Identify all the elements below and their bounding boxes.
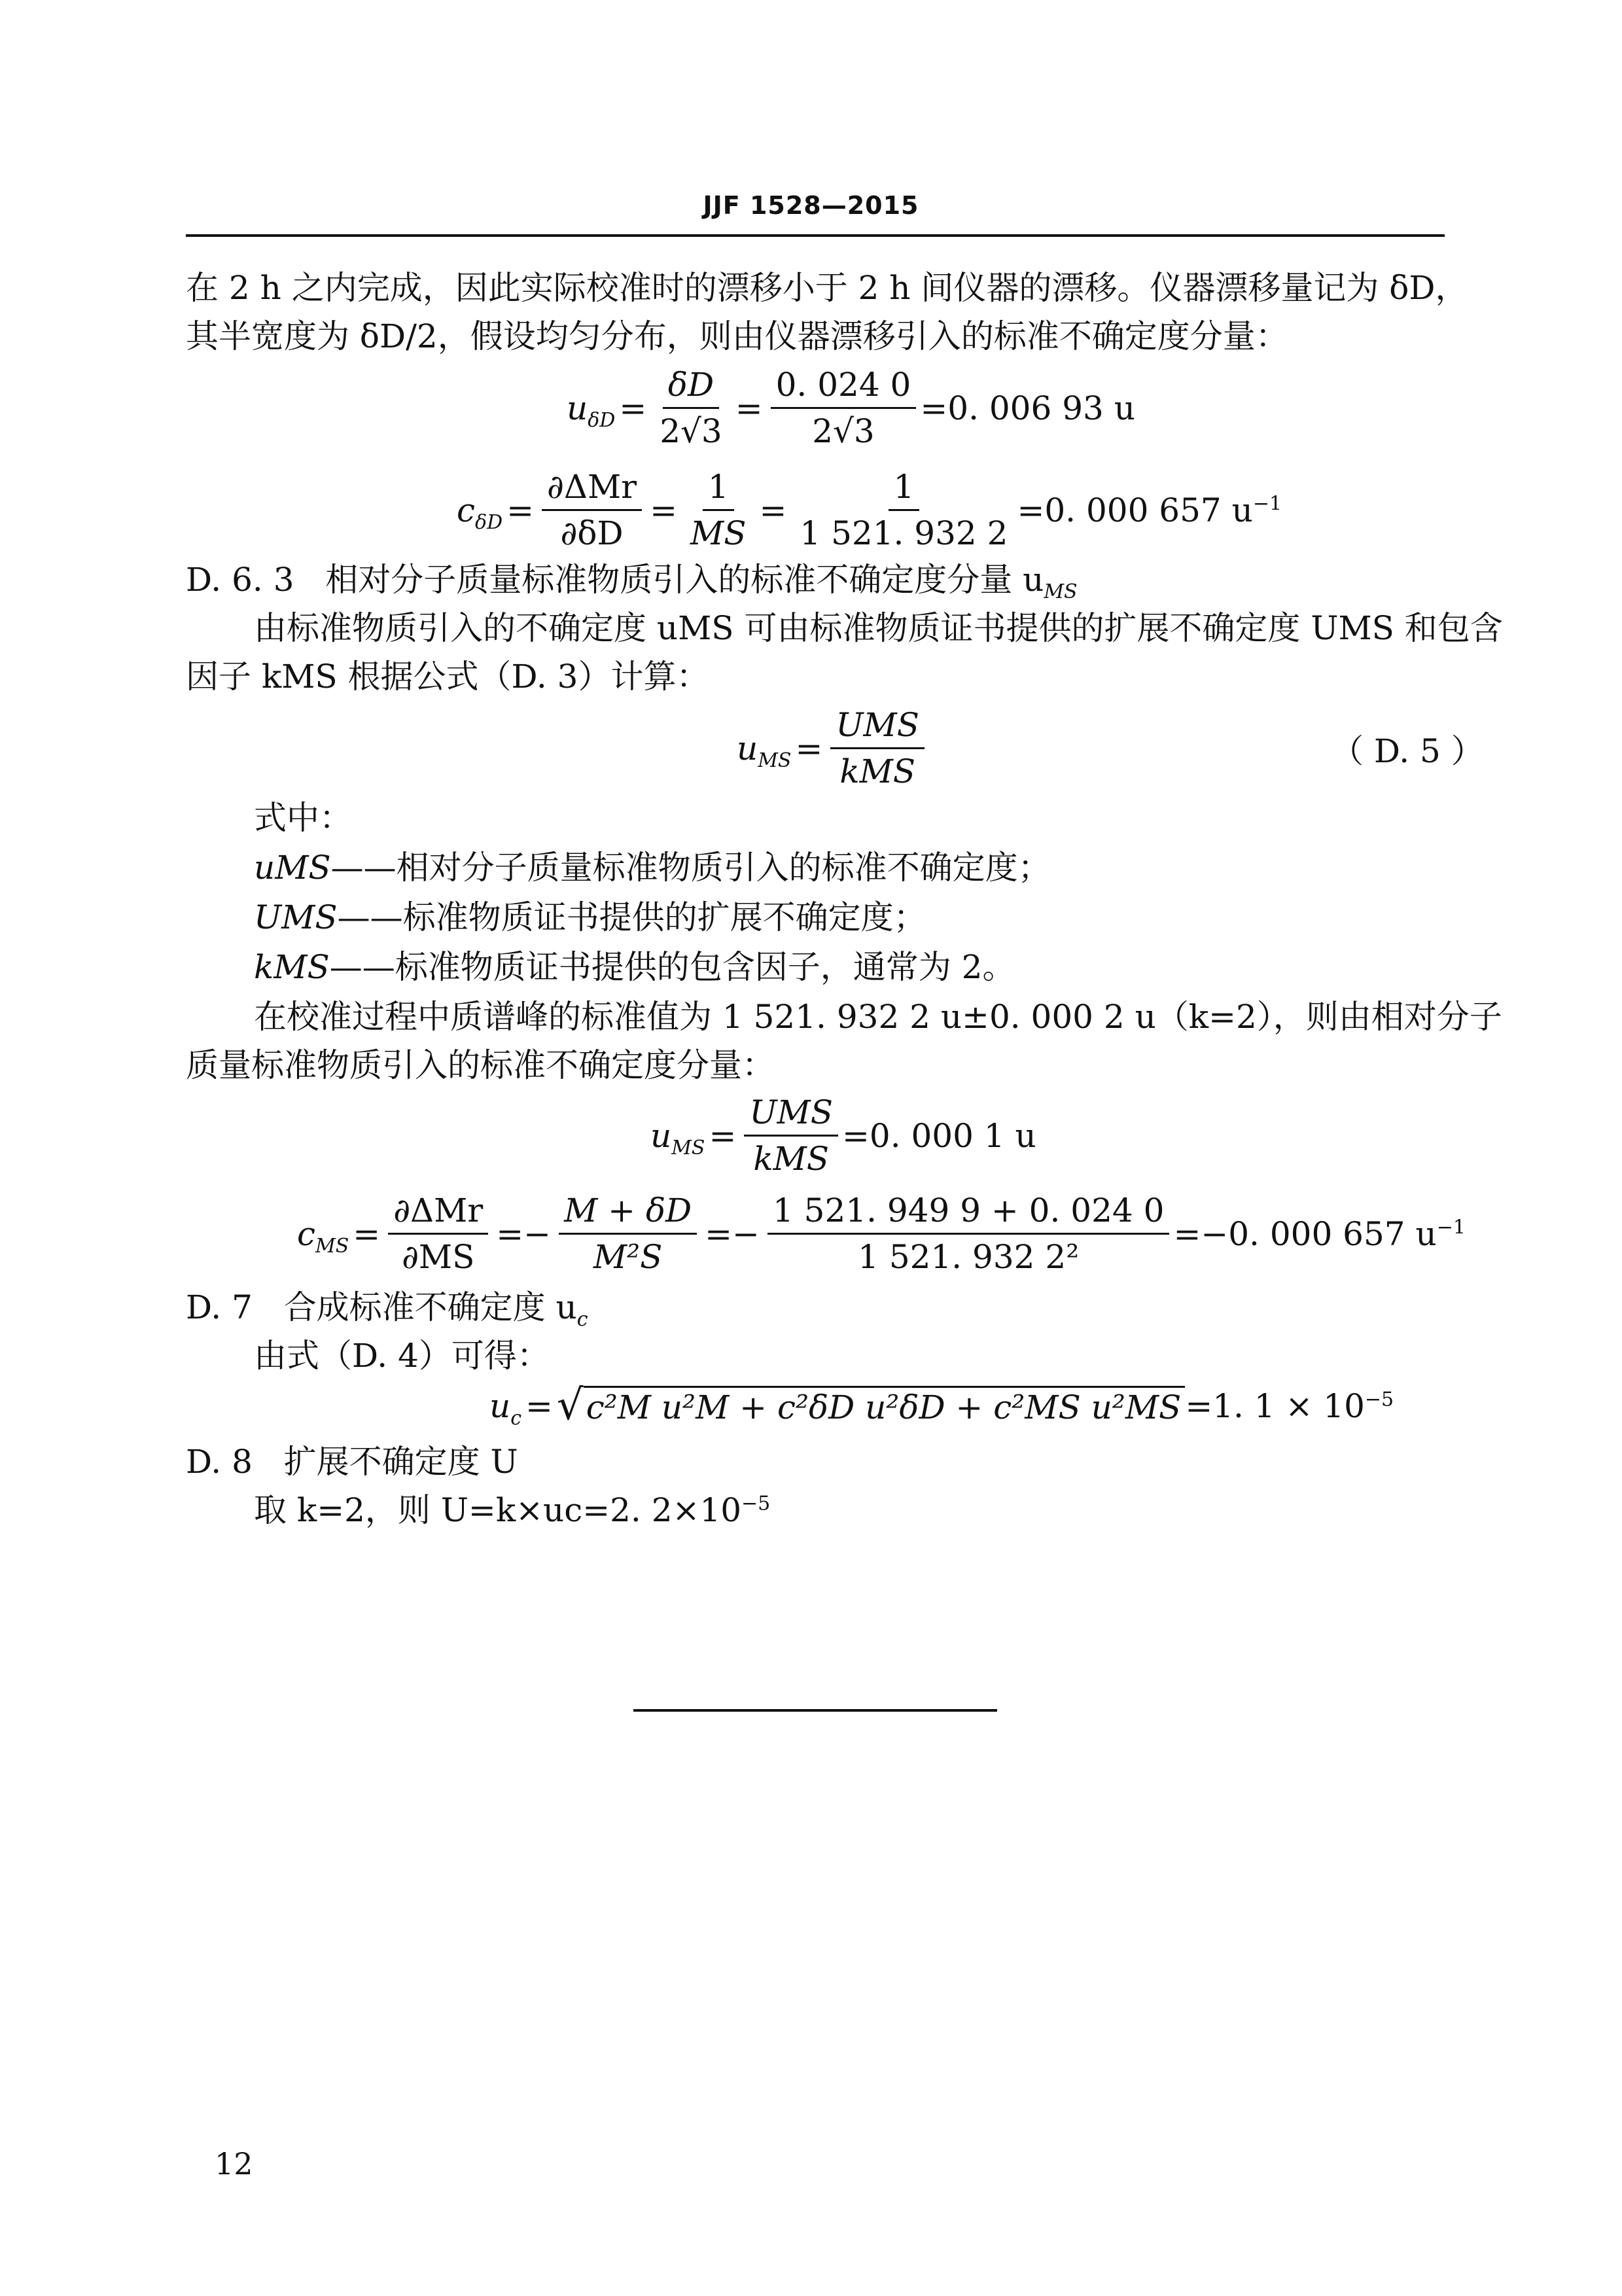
document-code: JJF 1528—2015 [703,191,919,220]
equation-c-ms: $c_{MS}$ = $\frac{\text{∂ΔMr}}{\partial MS}$ =− $\frac{M + \delta D}{\text{M²S}}$ =− $\frac{1 521. 949 9 + 0. 024 0}{\text{1 521. 932 2²}}$ =−0. 000 657 $u^{-1}$ [297,1192,1466,1276]
eq-lhs: $c_{MS}$ [297,1214,349,1258]
header-rule [186,234,1445,237]
fraction: $\frac{0. 024 0}{2√3}$ [771,365,917,451]
eq-result: =0. 000 657 $u^{-1}$ [1017,491,1282,529]
where-item: UMS——标准物质证书提供的扩展不确定度； [254,898,926,936]
fraction: $\frac{1}{MS}$ [690,468,747,552]
where-item: uMS——相对分子质量标准物质引入的标准不确定度； [254,849,1051,887]
fraction: $\frac{1}{1 521. 932 2}$ [800,468,1008,552]
paragraph-line: 由式（D. 4）可得： [254,1337,550,1375]
fraction: $\frac{M + \delta D}{\text{M²S}}$ [559,1191,697,1277]
eq-result: =0. 000 1 u [841,1116,1036,1155]
paragraph-line: 在 2 h 之内完成，因此实际校准时的漂移小于 2 h 间仪器的漂移。仪器漂移量记为 δD， [186,269,1468,307]
section-heading-d7: D. 7 合成标准不确定度 $u_c$ [186,1288,588,1331]
fraction: $\frac{\delta D}{2√3}$ [660,366,722,450]
eq-result: =1. $1 \times 10^{-5}$ [1185,1386,1394,1425]
square-root: √ c²M u²M + c²δD u²δD + c²MS u²MS [557,1386,1185,1426]
paragraph-line: 在校准过程中质谱峰的标准值为 1 521. 932 2 u±0. 000 2 u（k=2），则由相对分子 [254,998,1502,1036]
equation-u-ms: $u_{MS}$ = $\frac{\text{UMS}}{\text{kMS}}$ =0. 000 1 u [650,1093,1036,1178]
where-label: 式中： [254,799,352,837]
eq-lhs: $u_{MS}$ [650,1116,705,1159]
eq-lhs: $u_c$ [489,1386,522,1430]
fraction: $\frac{\text{∂ΔMr}}{\partial\delta D}$ [542,467,642,553]
paragraph-line: 其半宽度为 δD/2，假设均匀分布，则由仪器漂移引入的标准不确定度分量： [186,317,1288,355]
equation-u-delta: $u_{\delta D}$ = $\frac{\delta D}{2√3}$ = $\frac{0. 024 0}{2√3}$ =0. 006 93 u [567,366,1135,450]
eq-lhs: $u_{MS}$ [737,729,792,772]
fraction: $\frac{\text{UMS}}{\text{kMS}}$ [830,705,925,791]
where-item: kMS——标准物质证书提供的包含因子，通常为 2。 [254,948,1015,986]
paragraph-line: 由标准物质引入的不确定度 uMS 可由标准物质证书提供的扩展不确定度 UMS 和包含 [254,609,1503,647]
equation-number: （ D. 5 ） [1331,732,1484,770]
section-heading-d8: D. 8 扩展不确定度 U [186,1443,518,1481]
end-rule [633,1709,997,1712]
paragraph-line: 因子 kMS 根据公式（D. 3）计算： [186,658,709,696]
eq-lhs: $u_{\delta D}$ [567,389,616,432]
equation-d5: $u_{MS}$ = $\frac{\text{UMS}}{\text{kMS}}$ [737,705,928,791]
section-heading-d63: D. 6. 3 相对分子质量标准物质引入的标准不确定度分量 $u_{MS}$ [186,561,1078,603]
fraction: $\frac{\text{∂ΔMr}}{\partial MS}$ [388,1191,488,1277]
paragraph-line: 取 k=2，则 U=k×uc=2. $2\times 10^{-5}$ [254,1491,771,1529]
equation-uc: $u_c$ = √ c²M u²M + c²δD u²δD + c²MS u²MS =1. $1 \times 10^{-5}$ [489,1381,1394,1430]
eq-result: =−0. 000 657 $u^{-1}$ [1173,1214,1466,1253]
page-number: 12 [215,2146,253,2181]
equation-c-delta: $c_{\delta D}$ = $\frac{\text{∂ΔMr}}{\partial\delta D}$ = $\frac{1}{MS}$ = $\frac{1}{1 521. 932 2}$ =0. 000 657 $u^{-1}$ [457,468,1282,552]
eq-lhs: $c_{\delta D}$ [457,491,503,534]
paragraph-line: 质量标准物质引入的标准不确定度分量： [186,1046,775,1084]
eq-result: =0. 006 93 u [920,389,1135,427]
fraction: $\frac{\text{UMS}}{\text{kMS}}$ [744,1093,838,1178]
fraction: $\frac{1 521. 949 9 + 0. 024 0}{\text{1 521. 932 2²}}$ [767,1191,1170,1277]
